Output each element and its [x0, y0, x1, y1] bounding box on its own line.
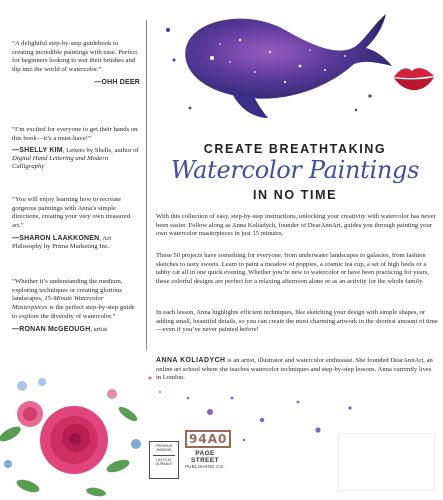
blurb-ohh-deer	[12, 40, 140, 87]
description-paragraph-3: In each lesson, Anna highlights efficient techniques, like sketching your design with simple shapes, or adding small, beautiful details, so you can create the most charming artwork in the shortest amount of time—even if you’ve never painted before!	[156, 309, 438, 334]
badge-separator	[153, 455, 175, 456]
blurb-quote-end: is the perfect step-by-step guide to explore the diversity of watercolor.”	[12, 304, 135, 320]
barcode-area	[338, 433, 435, 491]
lips-upper	[394, 68, 434, 78]
headline-script: Watercolor Paintings	[170, 156, 420, 184]
blurb-attribution-name: —SHARON LAAKKONEN	[12, 234, 100, 242]
badge-line-4: DURABLE	[155, 462, 173, 467]
blurb-attribution-rest: , artist	[90, 325, 108, 333]
author-bio	[156, 357, 438, 383]
publisher-name: PAGE STREET	[190, 450, 220, 464]
rose-small	[17, 401, 43, 427]
description-paragraph-1: With this collection of easy, step-by-step instructions, unlocking your creativity with watercolor has never been easier. Follow along as Anna Koliadych, founder of DearAnnArt, guides you through painting your own watercolor masterpieces in just 15 minutes.	[156, 213, 436, 238]
blurb-attribution-rest: , Letters by Shells, author of	[62, 147, 139, 155]
blurb-attribution-name: —SHELLY KIM	[12, 147, 63, 155]
headline-bottom: IN NO TIME	[252, 188, 338, 202]
blurb-quote-start: “Whether it’s understanding the medium, exploring techniques or creating glorious landscapes,	[12, 278, 123, 303]
blurb-attribution	[12, 326, 140, 334]
blurb-attribution	[12, 79, 140, 87]
blurb-attribution	[12, 147, 140, 171]
whale-eye	[210, 56, 214, 60]
publisher-subname: PUBLISHING CO.	[185, 464, 225, 469]
blurb-attribution-title: Digital Hand Lettering and Modern Calligraphy	[12, 155, 109, 171]
blurb-shelly-kim	[12, 126, 140, 171]
premium-binding-badge	[149, 441, 179, 479]
badge-line-2: BINDING	[156, 448, 172, 453]
blurb-quote-title: 15-Minute Watercolor Masterpieces	[12, 295, 104, 312]
badge-line-1: PREMIUM	[155, 444, 173, 448]
blurb-attribution-name: —RONAN McGEOUGH	[12, 325, 91, 333]
badge-line-3: LAY-FLAT	[156, 457, 172, 462]
lips-lower	[394, 77, 434, 90]
publisher-logo	[185, 430, 228, 482]
flower-illustration	[0, 374, 148, 500]
whale-illustration	[160, 0, 400, 128]
blurb-quote: “You will enjoy learning how to recreate gorgeous paintings with Anna’s simple directions, creating your very own treasured art.”	[12, 196, 131, 230]
description-paragraph-2: These 50 projects have something for everyone, from underwater landscapes to galaxies, from fashion sketches to tasty sweets. Learn to paint a meadow of poppies, a cosmic tea cup, a set of high heels or a tabby cat all in one quick evening. Whether you’re new to watercolor or have been practicing for years, these colorful designs are perfect for a relaxing afternoon alone or as an activity for the whole family.	[156, 252, 429, 285]
blurb-ronan-mcgeough	[12, 278, 140, 334]
whale-body	[185, 14, 392, 99]
lips-illustration	[392, 62, 436, 92]
headline-top: CREATE BREATHTAKING	[203, 142, 387, 156]
blurb-sharon-laakkonen	[12, 196, 140, 251]
blurb-quote	[12, 278, 140, 322]
blurb-attribution-name: —OHH DEER	[94, 78, 140, 86]
blurb-attribution-rest: , Art Philosophy by Prima Marketing Inc.	[12, 234, 112, 250]
rose-large	[40, 406, 108, 474]
author-name: ANNA KOLIADYCH	[156, 357, 226, 364]
blurb-quote: “I’m excited for everyone to get their hands on this book—it’s a must-have!”	[12, 126, 138, 142]
blurb-attribution	[12, 235, 140, 251]
column-divider	[146, 20, 147, 350]
publisher-glyph: 94A0	[185, 430, 231, 448]
author-text: is an artist, illustrator and watercolor enthusiast. She founded DearAnnArt, an online art school where she teaches watercolor techniques and step-by-step lessons. Anna currently lives in London.	[156, 357, 433, 382]
blurb-quote: “A delightful step-by-step guidebook to creating incredible paintings with ease. Perfect for beginners looking to wet their brushes and dip into the world of watercolor.”	[12, 40, 138, 74]
